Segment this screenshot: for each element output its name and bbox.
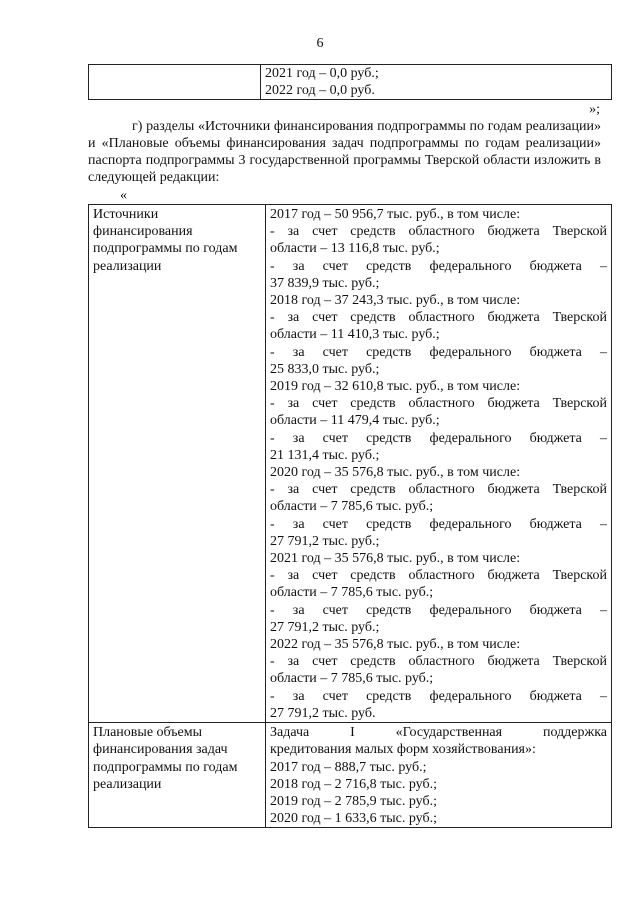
empty-cell bbox=[89, 65, 261, 100]
values-cell bbox=[261, 65, 612, 100]
regional-line: - за счет средств областного бюджета Тверской bbox=[270, 310, 607, 326]
regional-line: - за счет средств областного бюджета Тверской bbox=[270, 396, 607, 412]
regional-amount: области – 13 116,8 тыс. руб.; bbox=[270, 241, 440, 257]
sources-label-cell: Источники финансирования подпрограммы по годам реализации bbox=[89, 205, 266, 723]
federal-amount: 25 833,0 тыс. руб.; bbox=[270, 361, 380, 377]
task-year-line: 2020 год – 1 633,6 тыс. руб.; bbox=[270, 811, 437, 827]
regional-amount: области – 7 785,6 тыс. руб.; bbox=[270, 671, 434, 687]
value-line: 2021 год – 0,0 руб.; bbox=[265, 66, 379, 81]
closing-quote: »; bbox=[589, 102, 600, 117]
federal-line: - за счет средств федерального бюджета – bbox=[270, 688, 607, 704]
federal-amount: 27 791,2 тыс. руб.; bbox=[270, 619, 380, 635]
passport-table bbox=[88, 204, 612, 828]
regional-amount: области – 7 785,6 тыс. руб.; bbox=[270, 585, 434, 601]
regional-line: - за счет средств областного бюджета Тверской bbox=[270, 482, 607, 498]
table-row bbox=[89, 205, 612, 723]
federal-line: - за счет средств федерального бюджета – bbox=[270, 430, 607, 446]
year-total: 2019 год – 32 610,8 тыс. руб., в том числе: bbox=[270, 379, 521, 395]
regional-line: - за счет средств областного бюджета Тверской bbox=[270, 224, 607, 240]
table-row bbox=[89, 65, 612, 100]
federal-amount: 37 839,9 тыс. руб.; bbox=[270, 275, 380, 291]
federal-line: - за счет средств федерального бюджета – bbox=[270, 516, 607, 532]
regional-amount: области – 11 479,4 тыс. руб.; bbox=[270, 413, 440, 429]
federal-line: - за счет средств федерального бюджета – bbox=[270, 344, 607, 360]
task-title: Задача I «Государственная поддержка bbox=[270, 725, 607, 741]
year-total: 2018 год – 37 243,3 тыс. руб., в том числе: bbox=[270, 293, 521, 309]
value-line: 2022 год – 0,0 руб. bbox=[265, 83, 375, 98]
regional-line: - за счет средств областного бюджета Тверской bbox=[270, 568, 607, 584]
federal-line: - за счет средств федерального бюджета – bbox=[270, 602, 607, 618]
regional-amount: области – 11 410,3 тыс. руб.; bbox=[270, 327, 440, 343]
sources-values-cell bbox=[266, 205, 612, 723]
planned-label-cell: Плановые объемы финансирования задач подпрограммы по годам реализации bbox=[89, 723, 266, 828]
task-year-line: 2017 год – 888,7 тыс. руб.; bbox=[270, 759, 427, 775]
year-total: 2017 год – 50 956,7 тыс. руб., в том числе: bbox=[270, 207, 521, 222]
federal-amount: 27 791,2 тыс. руб.; bbox=[270, 533, 380, 549]
opening-quote: « bbox=[120, 188, 127, 203]
federal-amount: 27 791,2 тыс. руб. bbox=[270, 705, 376, 721]
regional-line: - за счет средств областного бюджета Тверской bbox=[270, 654, 607, 670]
table-row bbox=[89, 723, 612, 828]
regional-amount: области – 7 785,6 тыс. руб.; bbox=[270, 499, 434, 515]
federal-line: - за счет средств федерального бюджета – bbox=[270, 258, 607, 274]
federal-amount: 21 131,4 тыс. руб.; bbox=[270, 447, 380, 463]
year-total: 2021 год – 35 576,8 тыс. руб., в том числе: bbox=[270, 551, 521, 567]
year-total: 2020 год – 35 576,8 тыс. руб., в том числе: bbox=[270, 465, 521, 481]
continued-table bbox=[88, 64, 612, 100]
year-total: 2022 год – 35 576,8 тыс. руб., в том числе: bbox=[270, 637, 521, 653]
page-number: 6 bbox=[316, 36, 324, 51]
task-title-continued: кредитования малых форм хозяйствования»: bbox=[270, 742, 536, 758]
amendment-paragraph: г) разделы «Источники финансирования подпрограммы по годам реализации» и «Плановые объемы финансирования задач подпрограммы по годам реализации» паспорта подпрограммы 3 государственной программы Тверской области изложить в следующей редакции: bbox=[88, 119, 601, 185]
planned-values-cell bbox=[266, 723, 612, 828]
task-year-line: 2018 год – 2 716,8 тыс. руб.; bbox=[270, 776, 437, 792]
task-year-line: 2019 год – 2 785,9 тыс. руб.; bbox=[270, 793, 437, 809]
